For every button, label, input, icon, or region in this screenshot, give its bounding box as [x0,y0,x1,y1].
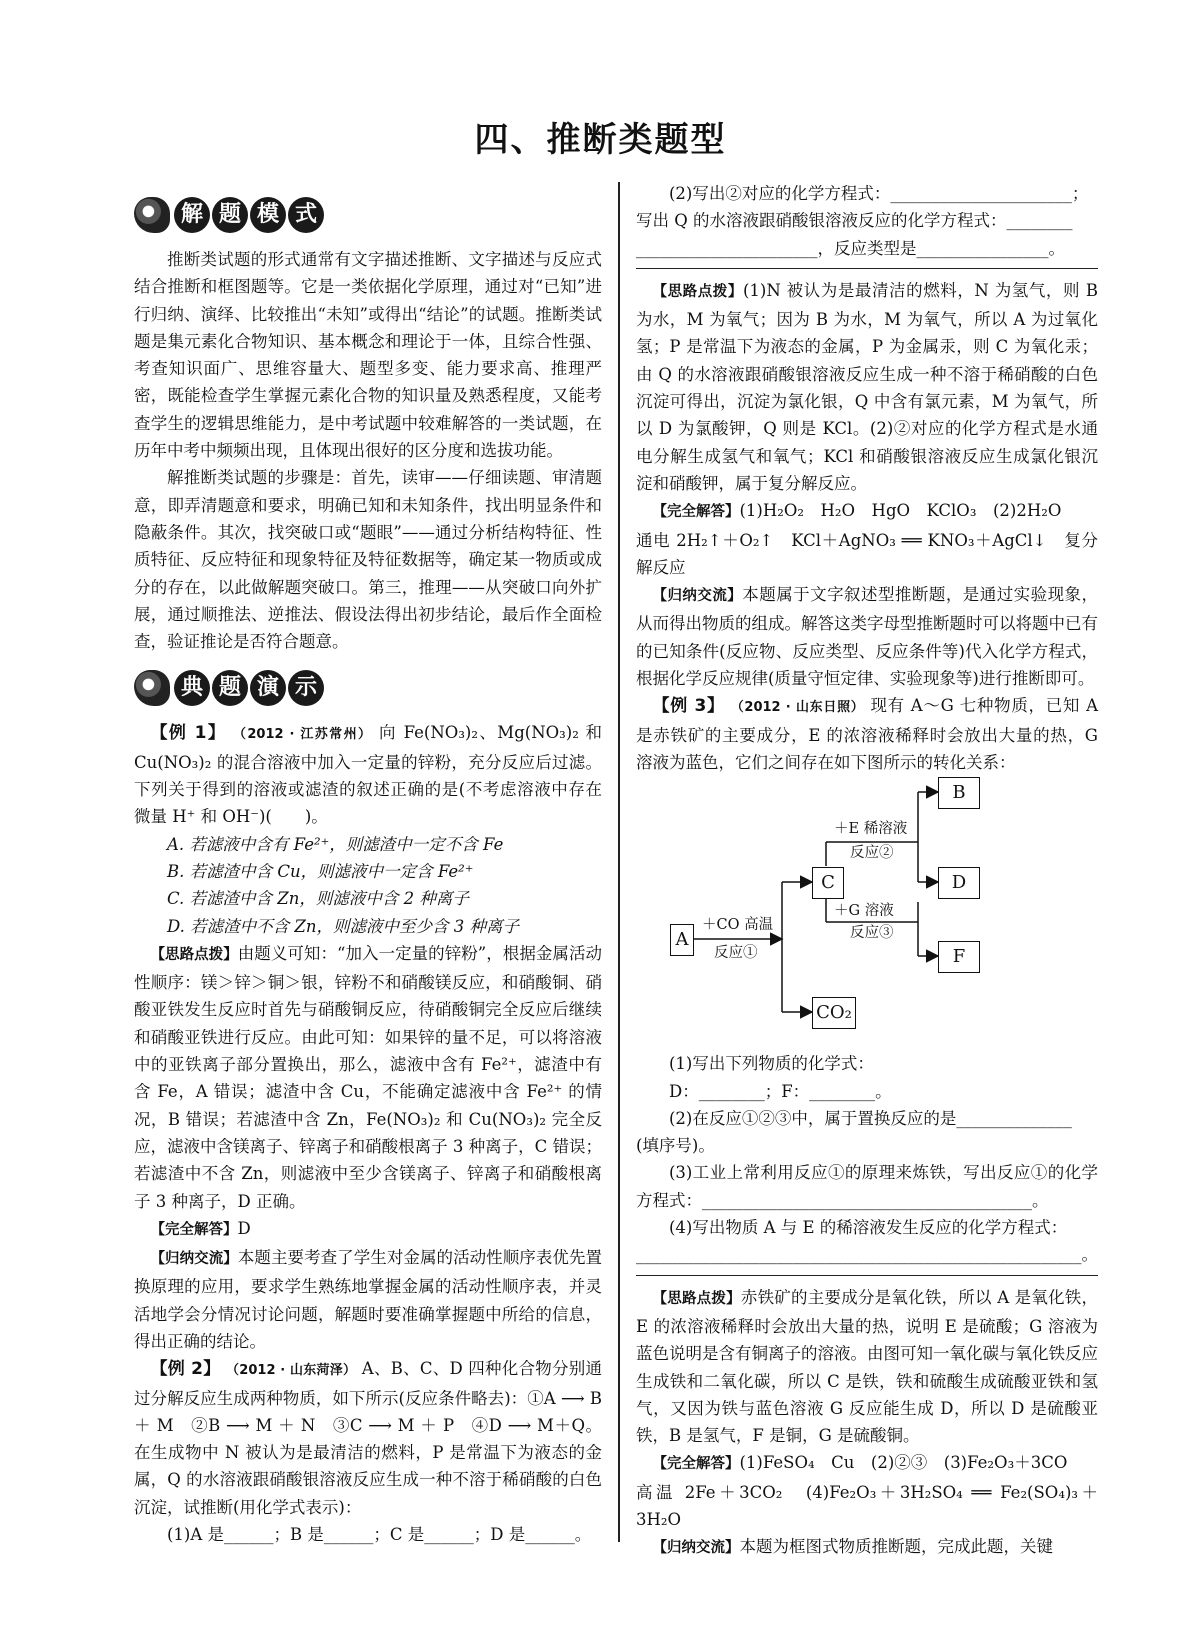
shell-icon [134,670,170,706]
summary-text: 本题属于文字叙述型推断题，是通过实验现象，从而得出物质的组成。解答这类字母型推断题时可以将题中已有的已知条件(反应物、反应类型、反应条件等)代入化学方程式，根据化学反应规律(质量守恒定律、实验现象等)进行推断即可。 [636,585,1099,689]
intro-paragraph: 推断类试题的形式通常有文字描述推断、文字描述与反应式结合推断和框图题等。它是一类依据化学原理，通过对“已知”进行归纳、演绎、比较推出“未知”或得出“结论”的试题。推断类试题是集元素化合物知识、基本概念和理论于一体，且综合性强、考查知识面广、思维容量大、题型多变、能力要求高、推理严密，既能检查学生掌握元素化合物的知识量及熟悉程度，又能考查学生的逻辑思维能力，是中考试题中较难解答的一类试题，在历年中考中频频出现，且体现出很好的区分度和选拔功能。 [134,250,602,461]
summary-tag: 【归纳交流】 [652,1540,740,1557]
example-3-subquestion-2: (2)在反应①②③中，属于置换反应的是______________ [669,1108,1072,1128]
answer-text: D [237,1218,251,1238]
column-divider [618,182,620,1542]
example-label: 【例 2】 [150,1359,221,1380]
section-char: 演 [250,670,286,706]
example-2-answer-cont: 通电 2H₂↑＋O₂↑ KCl＋AgNO₃ ══ KNO₃＋AgCl↓ 复分解反应 [636,530,1098,577]
reaction-1-condition: ＋CO 高温 [702,917,774,934]
think-tag: 【思路点拨】 [150,946,238,963]
section-char: 典 [174,670,210,706]
example-2-subquestion-2b: 写出 Q 的水溶液跟硝酸银溶液反应的化学方程式：________ [636,211,1073,231]
reaction-3-label: 反应③ [850,925,894,942]
example-2-subquestion-2c: ______________________，反应类型是________________。 [636,238,1065,258]
example-2-think [636,277,1098,497]
section-char: 题 [212,670,248,706]
section-header-solving-mode [134,188,602,242]
example-1-summary [134,1244,602,1355]
steps-paragraph: 解推断类试题的步骤是：首先，读审——仔细读题、审清题意，即弄清题意和要求，明确已知和未知条件，找出明显条件和隐蔽条件。其次，找突破口或“题眼”——通过分析结构特征、性质特征、反应特征和现象特征及特征数据等，确定某一物质或成分的存在，以此做解题突破口。第三，推理——从突破口向外扩展，通过顺推法、逆推法、假设法得出初步结论，最后作全面检查，验证推论是否符合题意。 [134,468,602,652]
example-source: （2012 · 山东日照） [730,700,865,716]
section-char: 模 [250,197,286,233]
reaction-3-condition: ＋G 溶液 [834,903,894,920]
node-a: A [670,924,694,956]
option-a: A. 若滤液中含有 Fe²⁺，则滤渣中一定不含 Fe [167,834,504,854]
answer-tag: 【完全解答】 [652,504,740,521]
example-3-subquestion-1b: D：________；F：________。 [669,1081,892,1101]
example-2-question [134,1355,602,1521]
example-2-summary [636,581,1098,692]
option-c: C. 若滤渣中含 Zn，则滤液中含 2 种离子 [167,889,469,909]
example-3-subquestion-4: (4)写出物质 A 与 E 的稀溶液发生反应的化学方程式： [669,1218,1068,1238]
question-text: 向 Fe(NO₃)₂、Mg(NO₃)₂ 和 Cu(NO₃)₂ 的混合溶液中加入一定量的锌粉，充分反应后过滤。下列关于得到的溶液或滤渣的叙述正确的是(不考虑溶液中存在微量 H⁺ 和 OH⁻)( )。 [134,723,602,827]
shell-icon [134,197,170,233]
node-d: D [938,867,980,899]
think-tag: 【思路点拨】 [652,283,743,300]
example-2-subquestion-2: (2)写出②对应的化学方程式：______________________； [669,184,1089,203]
reaction-2-label: 反应② [850,845,894,862]
example-3-subquestion-4b: ______________________________________________________。 [636,1245,1098,1265]
example-source: （2012 · 江苏常州） [232,727,373,743]
example-source: （2012 · 山东菏泽） [226,1363,357,1379]
think-text: (1)N 被认为是最清洁的燃料，N 为氢气，则 B 为水，M 为氧气；因为 B 为水，M 为氧气，所以 A 为过氧化氢；P 是常温下为液态的金属，P 为金属汞，则 C 为氧化汞；由 Q 的水溶液跟硝酸银溶液反应生成一种不溶于稀硝酸的白色沉淀可得出，沉淀为氯化银，Q 中含有氯元素，M 为氧气，所以 D 为氯酸钾，Q 则是 KCl。(2)②对应的化学方程式是水通电分解生成氢气和氧气；KCl 和硝酸银溶液反应生成氯化银沉淀和硝酸钾，属于复分解反应。 [636,280,1099,493]
summary-tag: 【归纳交流】 [150,1251,238,1268]
page-title: 四、推断类题型 [474,120,727,160]
example-3-subquestion-1: (1)写出下列物质的化学式： [669,1054,874,1074]
summary-tag: 【归纳交流】 [652,588,743,605]
think-tag: 【思路点拨】 [652,1290,741,1307]
conversion-diagram [636,782,1098,1044]
example-2-answer [636,497,1098,526]
think-text: 赤铁矿的主要成分是氧化铁，所以 A 是氧化铁，E 的浓溶液稀释时会放出大量的热，说明 E 是硫酸；G 溶液为蓝色说明是含有铜离子的溶液。由图可知一氧化碳与氧化铁反应生成铁和二氧化碳，所以 C 是铁，铁和硫酸生成硫酸亚铁和氢气，又因为铁与蓝色溶液 G 反应能生成 D，所以 D 是硫酸亚铁，B 是氢气，F 是铜，G 是硫酸铜。 [636,1287,1099,1446]
node-b: B [938,777,980,809]
example-3-subquestion-3: (3)工业上常利用反应①的原理来炼铁，写出反应①的化学方程式：________________________________________。 [636,1163,1098,1210]
separator-line [636,268,1098,269]
reaction-2-condition: ＋E 稀溶液 [834,821,908,838]
node-co2: CO₂ [812,997,856,1029]
separator-line [636,1275,1098,1276]
example-1-question [134,719,602,830]
example-3-answer-cont: 高温 2Fe＋3CO₂ (4)Fe₂O₃＋3H₂SO₄ ══ Fe₂(SO₄)₃＋3H₂O [636,1482,1098,1529]
section-header-demo [134,661,602,715]
right-column [636,180,1098,1563]
example-3-think [636,1284,1098,1450]
example-3-summary [636,1533,1098,1562]
think-text: 由题义可知：“加入一定量的锌粉”，根据金属活动性顺序：镁＞锌＞铜＞银，锌粉不和硝酸镁反应，和硝酸铜、硝酸亚铁发生反应时首先与硝酸铜反应，待硝酸铜完全反应后继续和硝酸亚铁进行反应。由此可知：如果锌的量不足，可以将溶液中的亚铁离子部分置换出，那么，滤液中含有 Fe²⁺，滤渣中有含 Fe，A 错误；滤渣中含 Cu，不能确定滤液中含 Fe²⁺ 的情况，B 错误；若滤渣中含 Zn，Fe(NO₃)₂ 和 Cu(NO₃)₂ 完全反应，滤液中含镁离子、锌离子和硝酸根离子 3 种离子，C 错误；若滤渣中不含 Zn，则滤液中至少含镁离子、锌离子和硝酸根离子 3 种离子，D 正确。 [134,943,603,1211]
node-c: C [812,867,844,899]
option-d: D. 若滤渣中不含 Zn，则滤液中至少含 3 种离子 [167,916,519,936]
example-3-subquestion-2b: (填序号)。 [636,1136,715,1156]
section-char: 示 [288,670,324,706]
option-b: B. 若滤渣中含 Cu，则滤液中一定含 Fe²⁺ [167,861,474,881]
example-1-think [134,940,602,1215]
example-3-question [636,692,1098,776]
left-column [134,182,602,1548]
answer-text: (1)FeSO₄ Cu (2)②③ (3)Fe₂O₃＋3CO [739,1453,1068,1473]
example-1-answer [134,1215,602,1244]
question-text: A、B、C、D 四种化合物分别通过分解反应生成两种物质，如下所示(反应条件略去)：①A ⟶ B ＋ M ②B ⟶ M ＋ N ③C ⟶ M ＋ P ④D ⟶ M＋Q。在生成物中 N 被认为是最清洁的燃料，P 是常温下为液态的金属，Q 的水溶液跟硝酸银溶液反应生成一种不溶于稀硝酸的白色沉淀，试推断(用化学式表示)： [134,1359,603,1517]
answer-tag: 【完全解答】 [652,1456,740,1473]
example-3-answer [636,1449,1098,1478]
section-char: 式 [288,197,324,233]
section-char: 题 [212,197,248,233]
summary-text: 本题为框图式物质推断题，完成此题，关键 [739,1537,1053,1557]
example-2-subquestion-1: (1)A 是______；B 是______；C 是______；D 是______。 [167,1525,592,1545]
node-f: F [938,941,980,973]
answer-text: (1)H₂O₂ H₂O HgO KClO₃ (2)2H₂O [739,501,1062,521]
example-label: 【例 1】 [150,723,227,744]
reaction-1-label: 反应① [714,945,758,962]
example-label: 【例 3】 [652,696,725,717]
answer-tag: 【完全解答】 [150,1221,238,1238]
section-char: 解 [174,197,210,233]
summary-text: 本题主要考查了学生对金属的活动性顺序表优先置换原理的应用，要求学生熟练地掌握金属的活动性顺序表，并灵活地学会分情况讨论问题，解题时要准确掌握题中所给的信息，得出正确的结论。 [134,1248,603,1351]
question-text: 现有 A～G 七种物质，已知 A 是赤铁矿的主要成分，E 的浓溶液稀释时会放出大量的热，G 溶液为蓝色，它们之间存在如下图所示的转化关系： [636,696,1098,772]
